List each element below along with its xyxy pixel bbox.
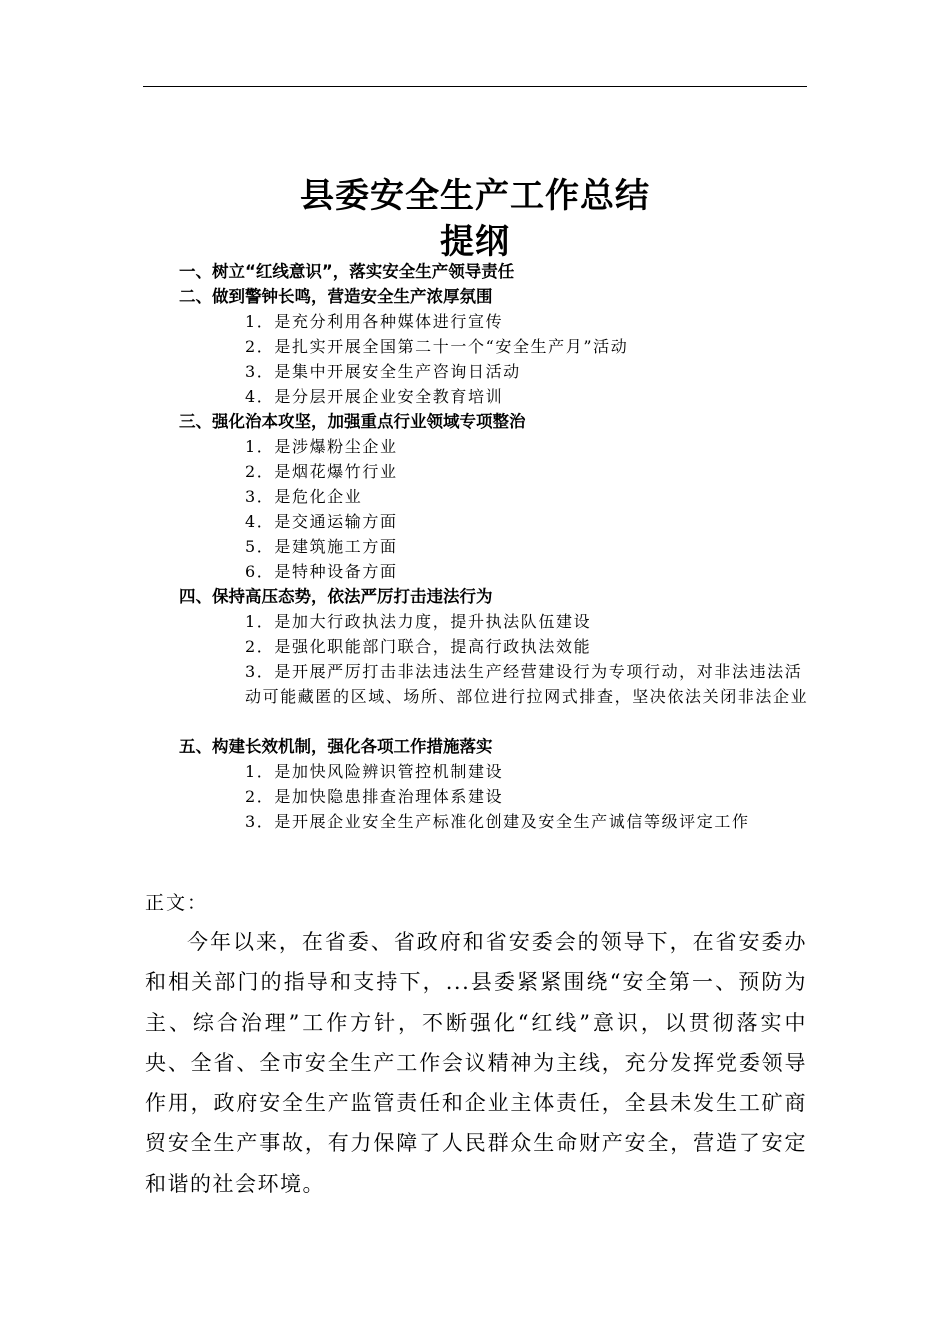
outline-heading: 四、保持高压态势，依法严厉打击违法行为 xyxy=(179,587,493,606)
outline-item: 2．是加快隐患排查治理体系建设 xyxy=(245,787,504,806)
outline-item: 3．是开展严厉打击非法违法生产经营建设行为专项行动，对非法违法活动可能藏匿的区域、场所、部位进行拉网式排查，坚决依法关闭非法企业 xyxy=(245,662,809,706)
outline-item: 4．是分层开展企业安全教育培训 xyxy=(245,387,504,406)
outline-heading: 五、构建长效机制，强化各项工作措施落实 xyxy=(179,737,493,756)
outline-item: 1．是充分利用各种媒体进行宣传 xyxy=(245,312,504,331)
outline-item: 3．是开展企业安全生产标准化创建及安全生产诚信等级评定工作 xyxy=(245,812,750,831)
outline-item: 2．是烟花爆竹行业 xyxy=(245,462,398,481)
outline-heading: 一、树立“红线意识”，落实安全生产领导责任 xyxy=(179,262,515,281)
outline-item: 1．是加快风险辨识管控机制建设 xyxy=(245,762,504,781)
header-rule xyxy=(143,86,807,87)
outline-item: 4．是交通运输方面 xyxy=(245,512,398,531)
outline-heading: 三、强化治本攻坚，加强重点行业领域专项整治 xyxy=(179,412,526,431)
outline-item: 1．是涉爆粉尘企业 xyxy=(245,437,398,456)
outline-heading: 二、做到警钟长鸣，营造安全生产浓厚氛围 xyxy=(179,287,493,306)
outline-item: 2．是强化职能部门联合，提高行政执法效能 xyxy=(245,637,592,656)
outline-item: 3．是集中开展安全生产咨询日活动 xyxy=(245,362,521,381)
outline-item: 3．是危化企业 xyxy=(245,487,363,506)
outline-item: 1．是加大行政执法力度，提升执法队伍建设 xyxy=(245,612,592,631)
outline-item: 6．是特种设备方面 xyxy=(245,562,398,581)
document-subtitle: 提纲 xyxy=(440,222,510,262)
document-title: 县委安全生产工作总结 xyxy=(300,176,650,216)
outline-item: 5．是建筑施工方面 xyxy=(245,537,398,556)
body-label: 正文： xyxy=(145,892,209,914)
outline-item: 2．是扎实开展全国第二十一个“安全生产月”活动 xyxy=(245,337,629,356)
body-paragraph: 今年以来，在省委、省政府和省安委会的领导下，在省安委办和相关部门的指导和支持下，...县委紧紧围绕“安全第一、预防为主、综合治理”工作方针，不断强化“红线”意识，以贯彻落实中央、全省、全市安全生产工作会议精神为主线，充分发挥党委领导作用，政府安全生产监管责任和企业主体责任，全县未发生工矿商贸安全生产事故，有力保障了人民群众生命财产安全，营造了安定和谐的社会环境。 xyxy=(145,930,807,1196)
